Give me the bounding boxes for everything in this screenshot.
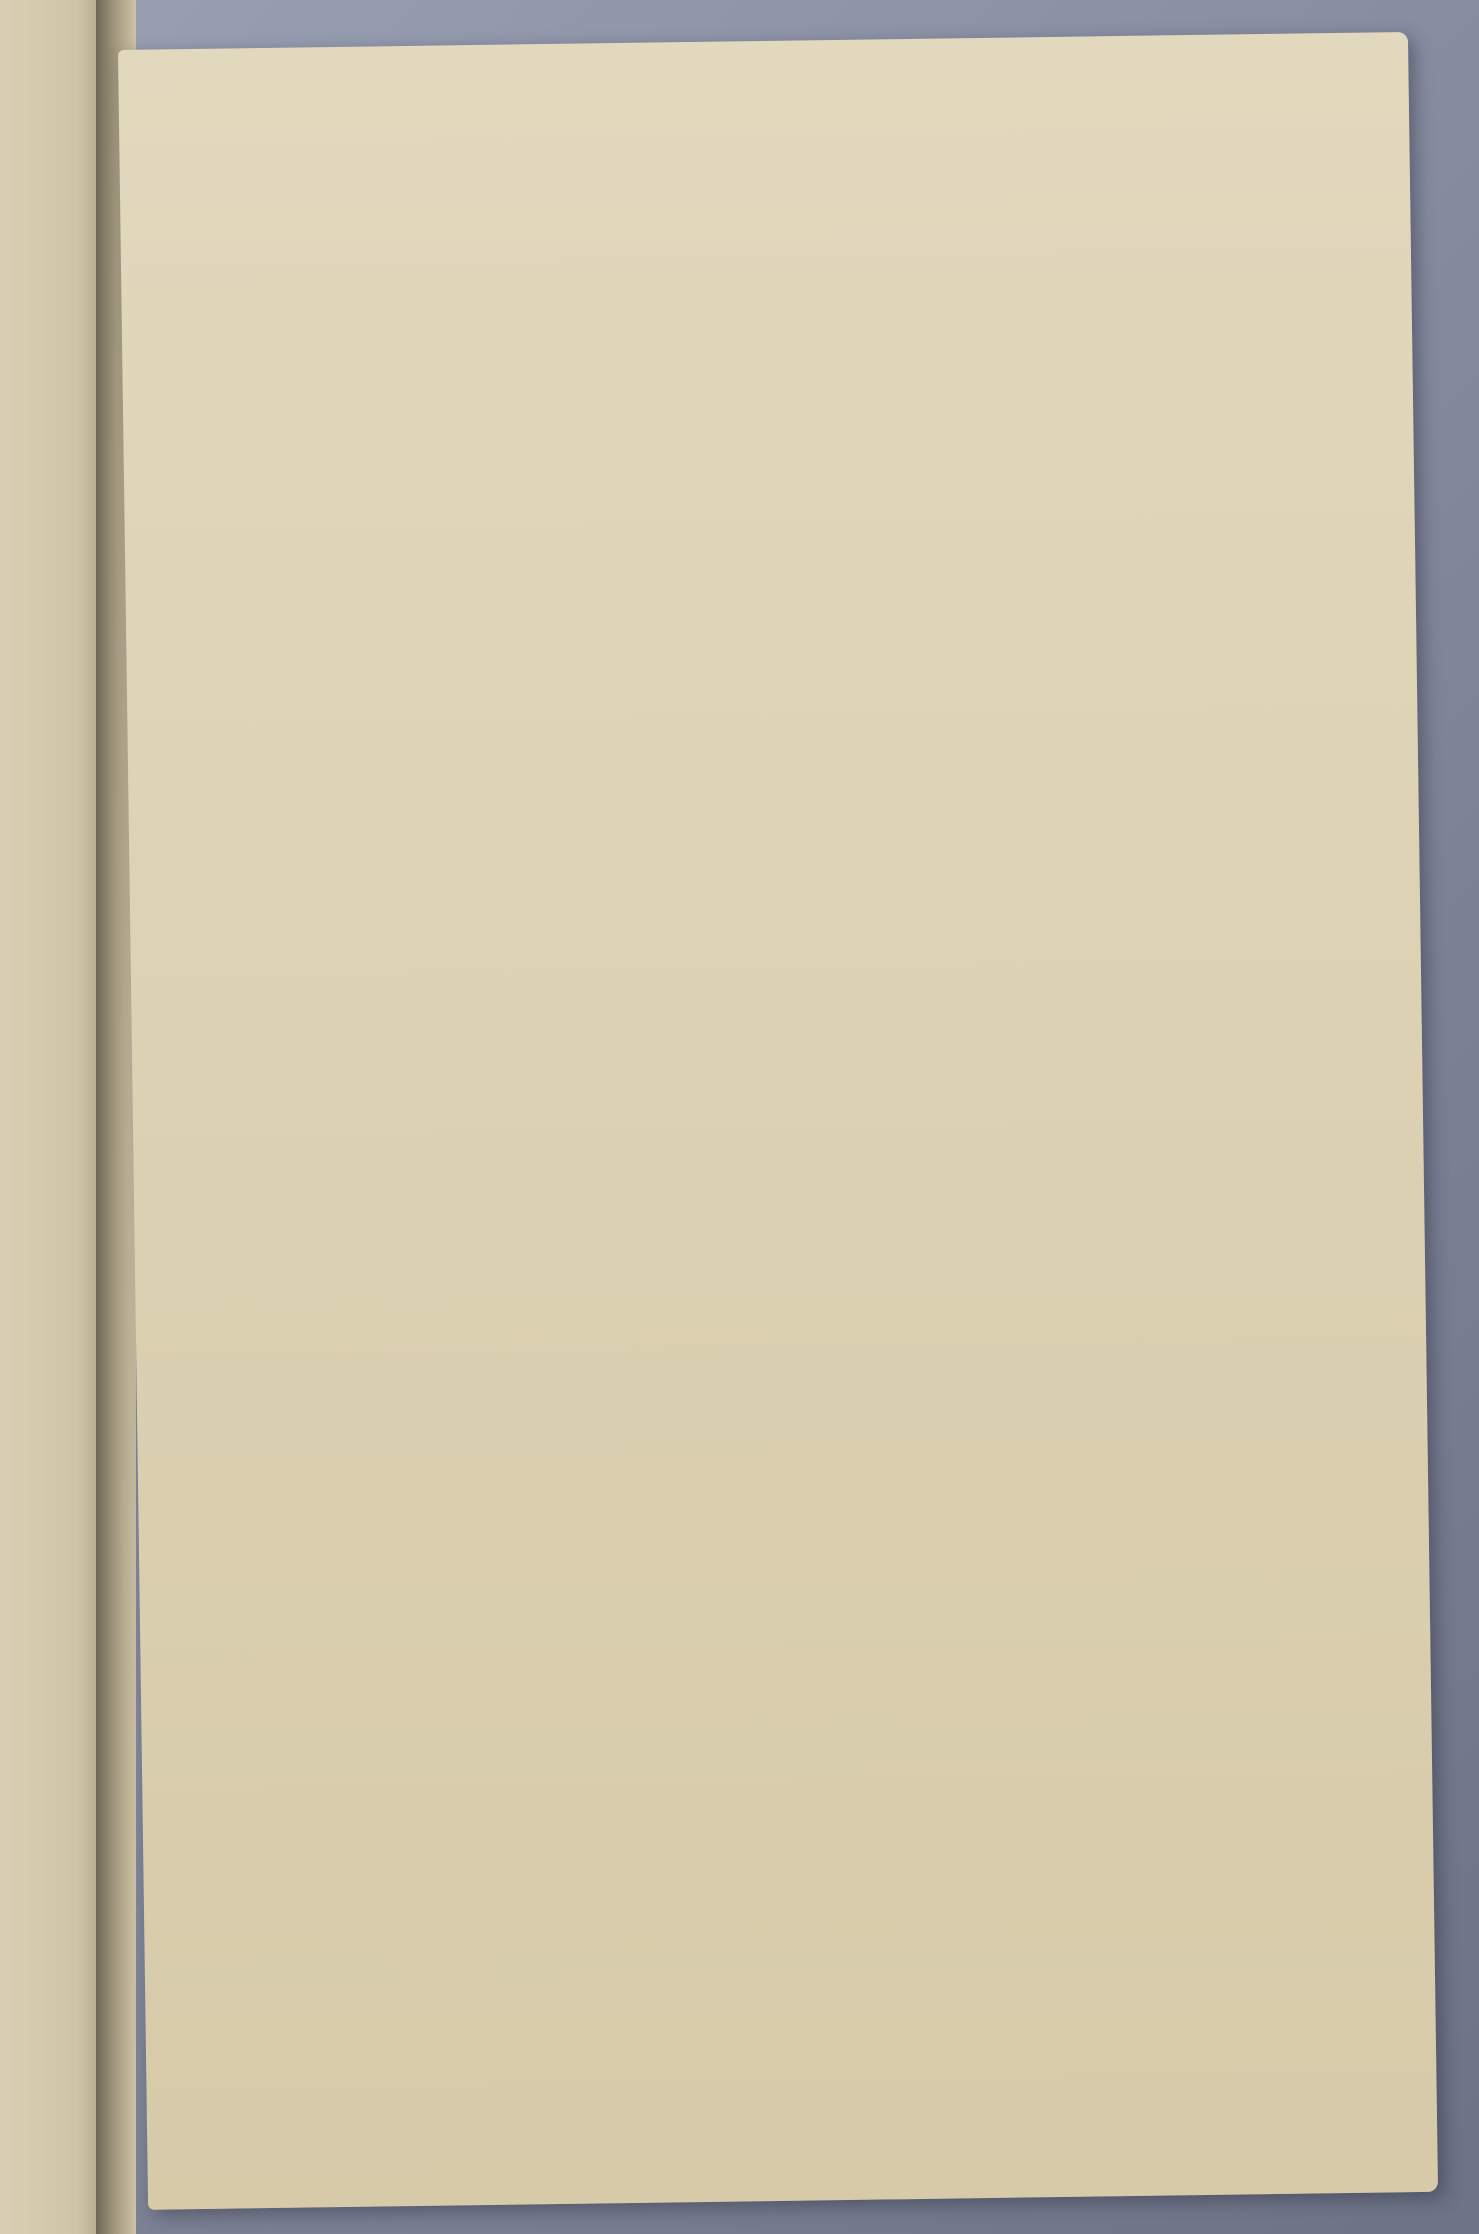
- running-head-prefix: [410, 171, 411, 211]
- page-content: [118, 32, 1438, 2210]
- page-footer: [146, 2050, 1437, 2128]
- verse-lines-bottom: [202, 348, 1352, 364]
- page-header: [120, 147, 1411, 225]
- verse-block: [201, 218, 1353, 364]
- running-head: [410, 161, 425, 214]
- running-head-title: [424, 162, 425, 213]
- book-page: [118, 32, 1438, 2210]
- left-page-edge: [0, 0, 110, 2234]
- stage-direction: [201, 256, 1352, 328]
